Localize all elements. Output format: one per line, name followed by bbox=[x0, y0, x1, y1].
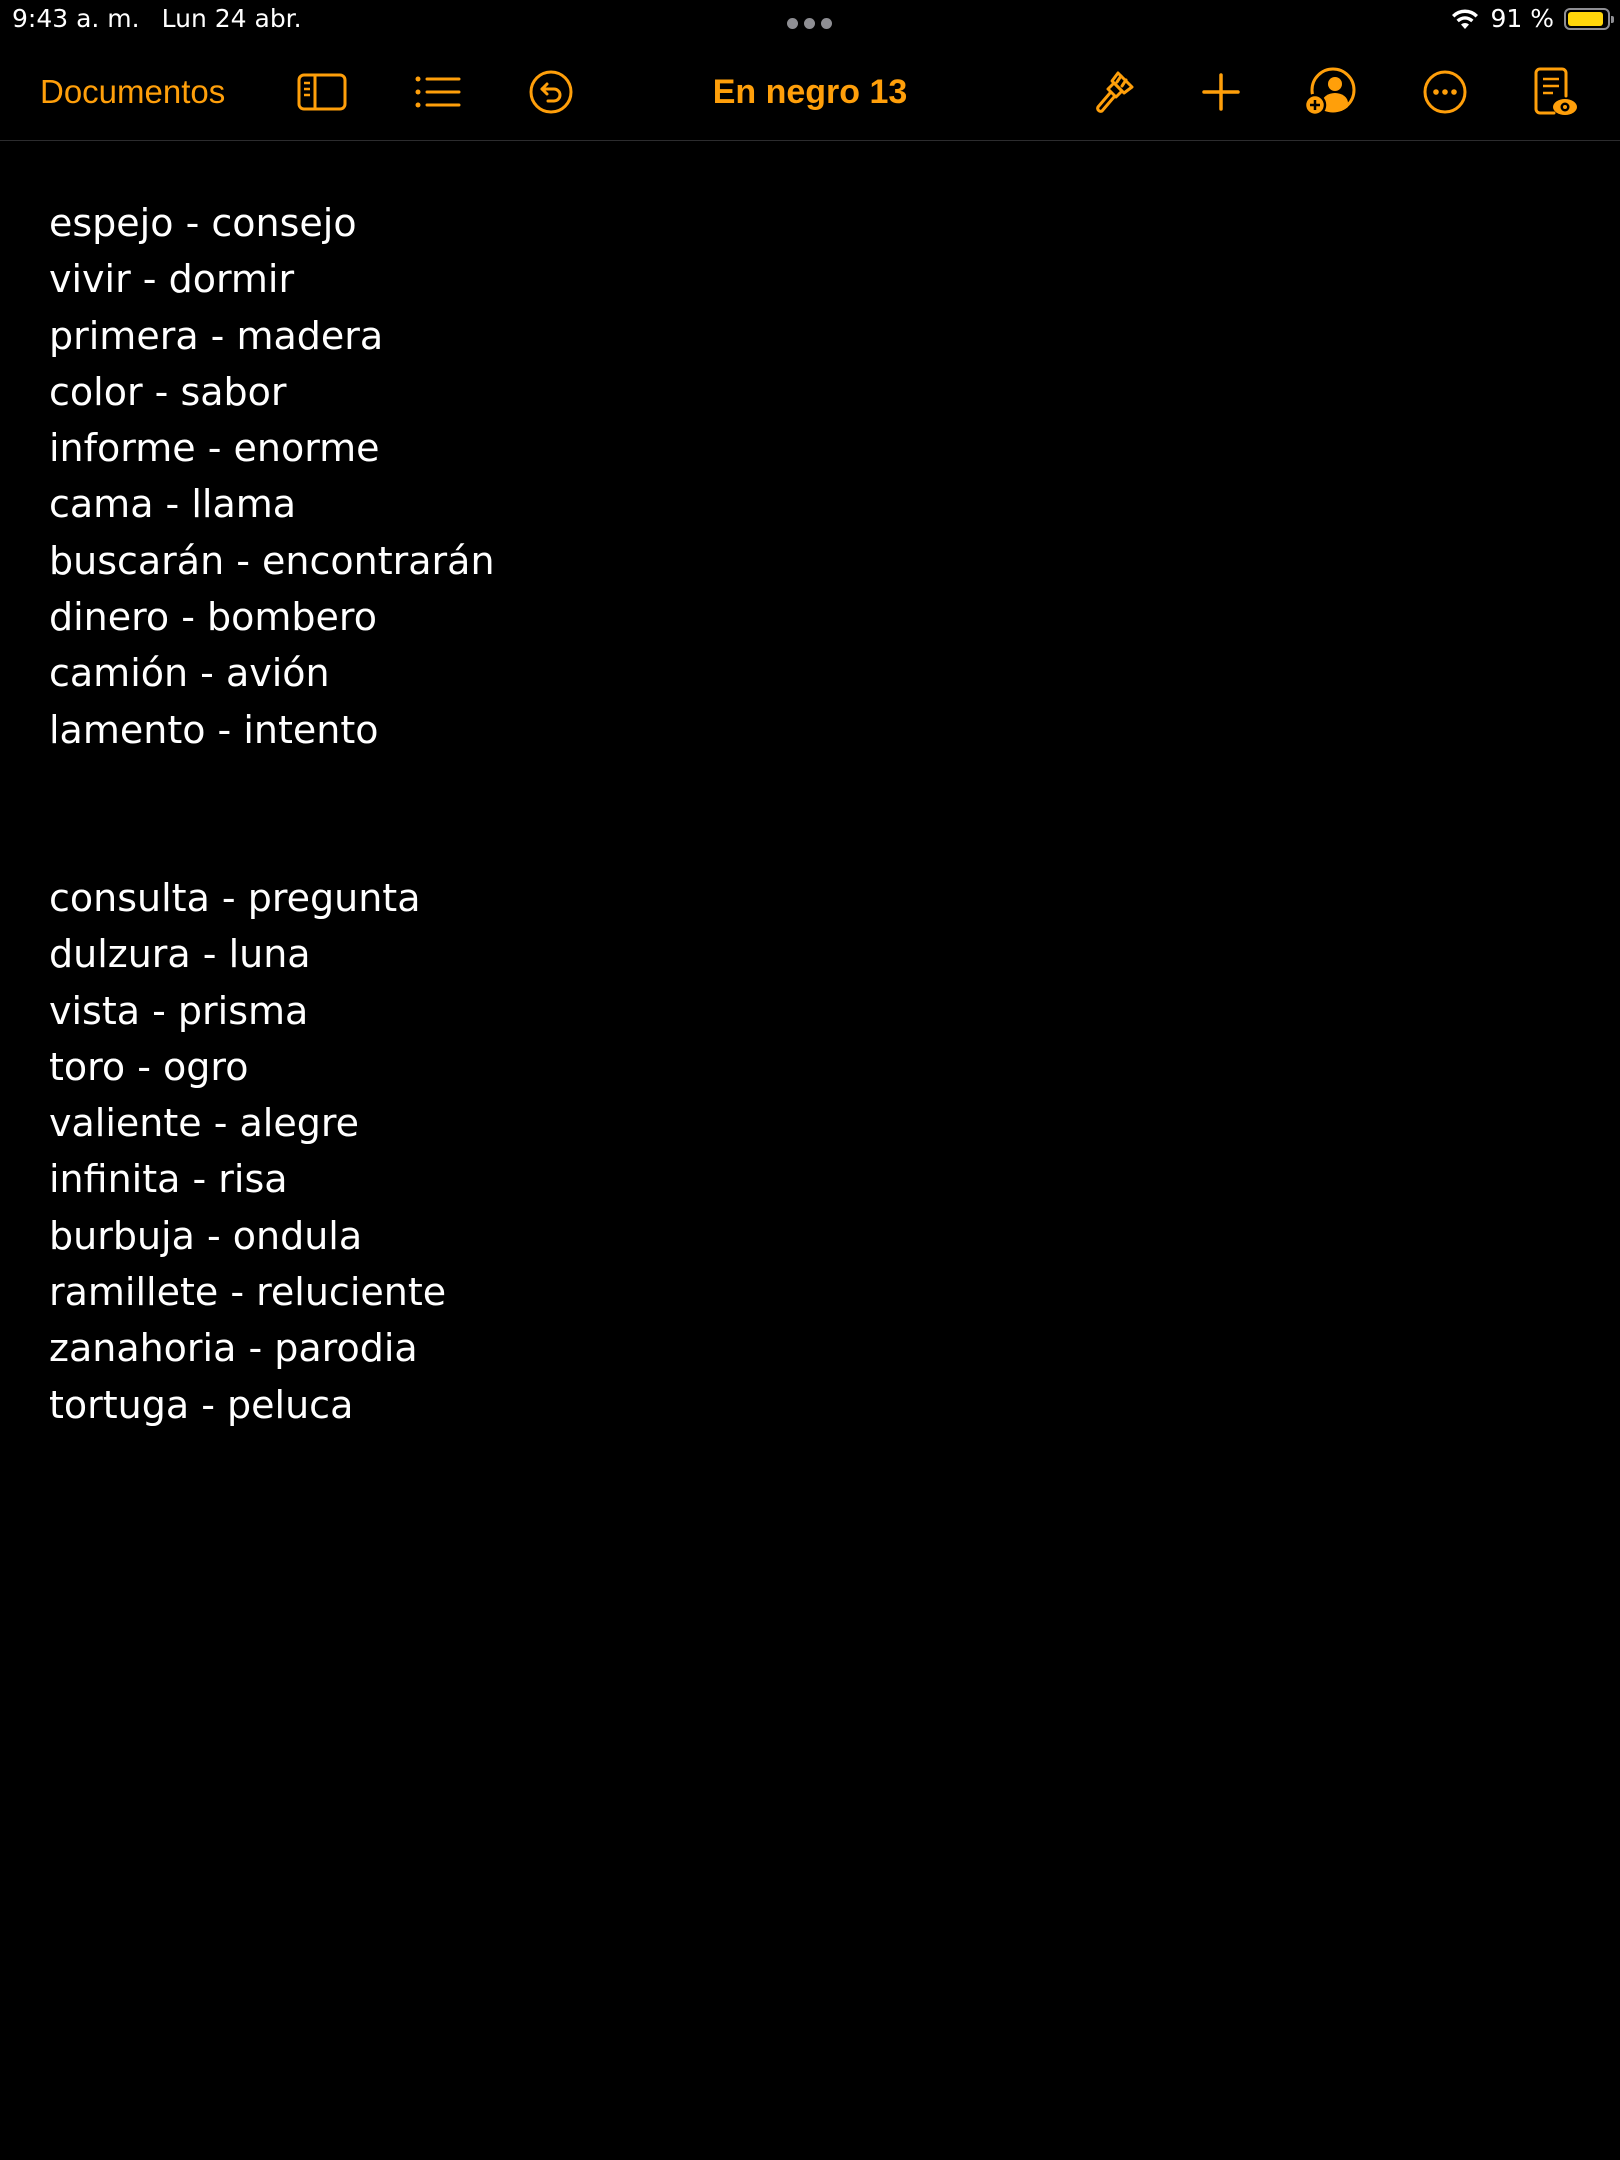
paintbrush-icon bbox=[1088, 67, 1138, 117]
document-body[interactable] bbox=[49, 195, 1549, 1433]
collaborate-button[interactable] bbox=[1300, 64, 1362, 120]
word-group-2 bbox=[49, 870, 1549, 1433]
word-pair-line: infinita - risa bbox=[49, 1157, 288, 1202]
word-pair-line: toro - ogro bbox=[49, 1044, 249, 1089]
empty-lines bbox=[49, 758, 1549, 870]
list-icon bbox=[414, 74, 462, 110]
word-pair-line: burbuja - ondula bbox=[49, 1213, 363, 1258]
battery-icon bbox=[1564, 8, 1610, 30]
plus-icon bbox=[1201, 72, 1241, 112]
word-pair-line: tortuga - peluca bbox=[49, 1382, 354, 1427]
battery-percent: 91 % bbox=[1490, 4, 1554, 33]
word-pair-line: dulzura - luna bbox=[49, 932, 311, 977]
word-pair-line: consulta - pregunta bbox=[49, 875, 421, 920]
more-button[interactable] bbox=[1420, 64, 1470, 120]
sidebar-icon bbox=[297, 72, 347, 112]
word-pair-line: buscarán - encontrarán bbox=[49, 538, 495, 583]
word-pair-line: valiente - alegre bbox=[49, 1101, 360, 1146]
word-pair-line: cama - llama bbox=[49, 482, 297, 527]
word-pair-line: ramillete - reluciente bbox=[49, 1270, 447, 1315]
document-title: En negro 13 bbox=[712, 72, 908, 111]
multitask-dot bbox=[821, 18, 832, 29]
list-button[interactable] bbox=[413, 64, 463, 120]
multitask-dot bbox=[804, 18, 815, 29]
word-pair-line: vista - prisma bbox=[49, 988, 309, 1033]
reading-view-button[interactable] bbox=[1530, 64, 1580, 120]
undo-button[interactable] bbox=[525, 64, 577, 120]
more-icon bbox=[1422, 69, 1468, 115]
word-pair-line: zanahoria - parodia bbox=[49, 1326, 418, 1371]
status-date: Lun 24 abr. bbox=[161, 4, 302, 33]
status-time: 9:43 a. m. bbox=[12, 4, 140, 33]
undo-icon bbox=[528, 69, 574, 115]
word-group-1 bbox=[49, 195, 1549, 758]
documents-back-button[interactable] bbox=[40, 64, 240, 120]
reading-view-icon bbox=[1532, 66, 1578, 118]
document-title-button[interactable] bbox=[610, 64, 1010, 120]
status-bar bbox=[0, 0, 1620, 40]
word-pair-line: primera - madera bbox=[49, 313, 384, 358]
collaborate-icon bbox=[1303, 67, 1359, 117]
documents-back-label: Documentos bbox=[40, 73, 226, 110]
wifi-icon bbox=[1450, 7, 1480, 31]
word-pair-line: lamento - intento bbox=[49, 707, 379, 752]
word-pair-line: espejo - consejo bbox=[49, 201, 357, 245]
sidebar-button[interactable] bbox=[294, 64, 350, 120]
word-pair-line: dinero - bombero bbox=[49, 595, 377, 640]
multitasking-handle[interactable] bbox=[787, 18, 832, 29]
battery-level bbox=[1568, 12, 1603, 26]
insert-button[interactable] bbox=[1198, 64, 1244, 120]
status-indicators bbox=[1450, 4, 1610, 33]
multitask-dot bbox=[787, 18, 798, 29]
word-pair-line: color - sabor bbox=[49, 369, 287, 414]
format-button[interactable] bbox=[1085, 64, 1141, 120]
word-pair-line: camión - avión bbox=[49, 651, 330, 696]
word-pair-line: informe - enorme bbox=[49, 426, 380, 471]
word-pair-line: vivir - dormir bbox=[49, 257, 295, 302]
status-time-date bbox=[12, 4, 302, 33]
toolbar bbox=[0, 44, 1620, 141]
